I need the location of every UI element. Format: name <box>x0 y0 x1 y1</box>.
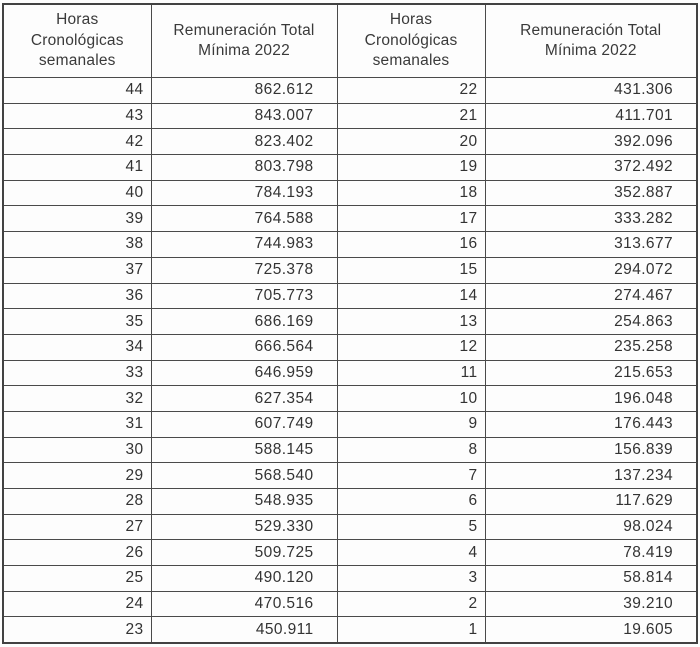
table-row <box>3 514 697 540</box>
table-row <box>3 540 697 566</box>
hours-cell: 14 <box>337 283 485 309</box>
hours-cell: 44 <box>3 78 151 104</box>
value-cell: 862.612 <box>151 78 337 104</box>
value-cell: 843.007 <box>151 103 337 129</box>
header-label: Horas Cronológicas semanales <box>30 11 124 70</box>
hours-cell: 40 <box>3 180 151 206</box>
value-cell: 117.629 <box>485 489 697 515</box>
table-row <box>3 360 697 386</box>
value-cell: 568.540 <box>151 463 337 489</box>
value-cell: 764.588 <box>151 206 337 232</box>
table-row <box>3 591 697 617</box>
table-row <box>3 180 697 206</box>
value-cell: 823.402 <box>151 129 337 155</box>
value-cell: 725.378 <box>151 257 337 283</box>
table-row <box>3 206 697 232</box>
value-cell: 137.234 <box>485 463 697 489</box>
header-hours-right <box>337 4 485 78</box>
hours-cell: 9 <box>337 411 485 437</box>
hours-cell: 22 <box>337 78 485 104</box>
value-cell: 431.306 <box>485 78 697 104</box>
value-cell: 588.145 <box>151 437 337 463</box>
hours-cell: 7 <box>337 463 485 489</box>
header-label: Remuneración Total Mínima 2022 <box>173 21 315 59</box>
value-cell: 705.773 <box>151 283 337 309</box>
hours-cell: 18 <box>337 180 485 206</box>
value-cell: 372.492 <box>485 155 697 181</box>
hours-cell: 6 <box>337 489 485 515</box>
value-cell: 274.467 <box>485 283 697 309</box>
value-cell: 686.169 <box>151 309 337 335</box>
remuneration-table <box>2 3 698 644</box>
table-row <box>3 566 697 592</box>
header-remuneration-right <box>485 4 697 78</box>
hours-cell: 21 <box>337 103 485 129</box>
value-cell: 39.210 <box>485 591 697 617</box>
hours-cell: 10 <box>337 386 485 412</box>
table-row <box>3 129 697 155</box>
value-cell: 98.024 <box>485 514 697 540</box>
hours-cell: 37 <box>3 257 151 283</box>
value-cell: 411.701 <box>485 103 697 129</box>
header-remuneration-left <box>151 4 337 78</box>
value-cell: 470.516 <box>151 591 337 617</box>
table-row <box>3 386 697 412</box>
hours-cell: 19 <box>337 155 485 181</box>
hours-cell: 32 <box>3 386 151 412</box>
table-row <box>3 463 697 489</box>
header-row <box>3 4 697 78</box>
value-cell: 627.354 <box>151 386 337 412</box>
value-cell: 646.959 <box>151 360 337 386</box>
value-cell: 450.911 <box>151 617 337 643</box>
hours-cell: 13 <box>337 309 485 335</box>
table-row <box>3 103 697 129</box>
hours-cell: 26 <box>3 540 151 566</box>
hours-cell: 42 <box>3 129 151 155</box>
table-row <box>3 617 697 643</box>
hours-cell: 12 <box>337 334 485 360</box>
hours-cell: 17 <box>337 206 485 232</box>
hours-cell: 1 <box>337 617 485 643</box>
table-row <box>3 232 697 258</box>
value-cell: 333.282 <box>485 206 697 232</box>
table-row <box>3 283 697 309</box>
table-body <box>3 78 697 644</box>
value-cell: 254.863 <box>485 309 697 335</box>
hours-cell: 16 <box>337 232 485 258</box>
value-cell: 352.887 <box>485 180 697 206</box>
hours-cell: 30 <box>3 437 151 463</box>
value-cell: 529.330 <box>151 514 337 540</box>
hours-cell: 24 <box>3 591 151 617</box>
value-cell: 744.983 <box>151 232 337 258</box>
table-row <box>3 411 697 437</box>
header-label: Remuneración Total Mínima 2022 <box>520 21 662 59</box>
hours-cell: 43 <box>3 103 151 129</box>
hours-cell: 15 <box>337 257 485 283</box>
value-cell: 196.048 <box>485 386 697 412</box>
value-cell: 313.677 <box>485 232 697 258</box>
value-cell: 156.839 <box>485 437 697 463</box>
value-cell: 666.564 <box>151 334 337 360</box>
hours-cell: 20 <box>337 129 485 155</box>
hours-cell: 33 <box>3 360 151 386</box>
value-cell: 803.798 <box>151 155 337 181</box>
table-row <box>3 489 697 515</box>
value-cell: 607.749 <box>151 411 337 437</box>
table-header <box>3 4 697 78</box>
header-label: Horas Cronológicas semanales <box>364 11 458 70</box>
value-cell: 784.193 <box>151 180 337 206</box>
table-row <box>3 155 697 181</box>
hours-cell: 11 <box>337 360 485 386</box>
hours-cell: 36 <box>3 283 151 309</box>
hours-cell: 35 <box>3 309 151 335</box>
hours-cell: 41 <box>3 155 151 181</box>
value-cell: 548.935 <box>151 489 337 515</box>
hours-cell: 5 <box>337 514 485 540</box>
value-cell: 176.443 <box>485 411 697 437</box>
hours-cell: 27 <box>3 514 151 540</box>
hours-cell: 31 <box>3 411 151 437</box>
table-row <box>3 437 697 463</box>
table-row <box>3 78 697 104</box>
hours-cell: 4 <box>337 540 485 566</box>
hours-cell: 28 <box>3 489 151 515</box>
value-cell: 490.120 <box>151 566 337 592</box>
hours-cell: 3 <box>337 566 485 592</box>
value-cell: 509.725 <box>151 540 337 566</box>
hours-cell: 29 <box>3 463 151 489</box>
hours-cell: 34 <box>3 334 151 360</box>
value-cell: 235.258 <box>485 334 697 360</box>
table-row <box>3 309 697 335</box>
hours-cell: 39 <box>3 206 151 232</box>
value-cell: 392.096 <box>485 129 697 155</box>
hours-cell: 38 <box>3 232 151 258</box>
value-cell: 58.814 <box>485 566 697 592</box>
value-cell: 294.072 <box>485 257 697 283</box>
value-cell: 215.653 <box>485 360 697 386</box>
hours-cell: 2 <box>337 591 485 617</box>
hours-cell: 23 <box>3 617 151 643</box>
hours-cell: 25 <box>3 566 151 592</box>
value-cell: 19.605 <box>485 617 697 643</box>
header-hours-left <box>3 4 151 78</box>
value-cell: 78.419 <box>485 540 697 566</box>
table-row <box>3 334 697 360</box>
hours-cell: 8 <box>337 437 485 463</box>
table-row <box>3 257 697 283</box>
